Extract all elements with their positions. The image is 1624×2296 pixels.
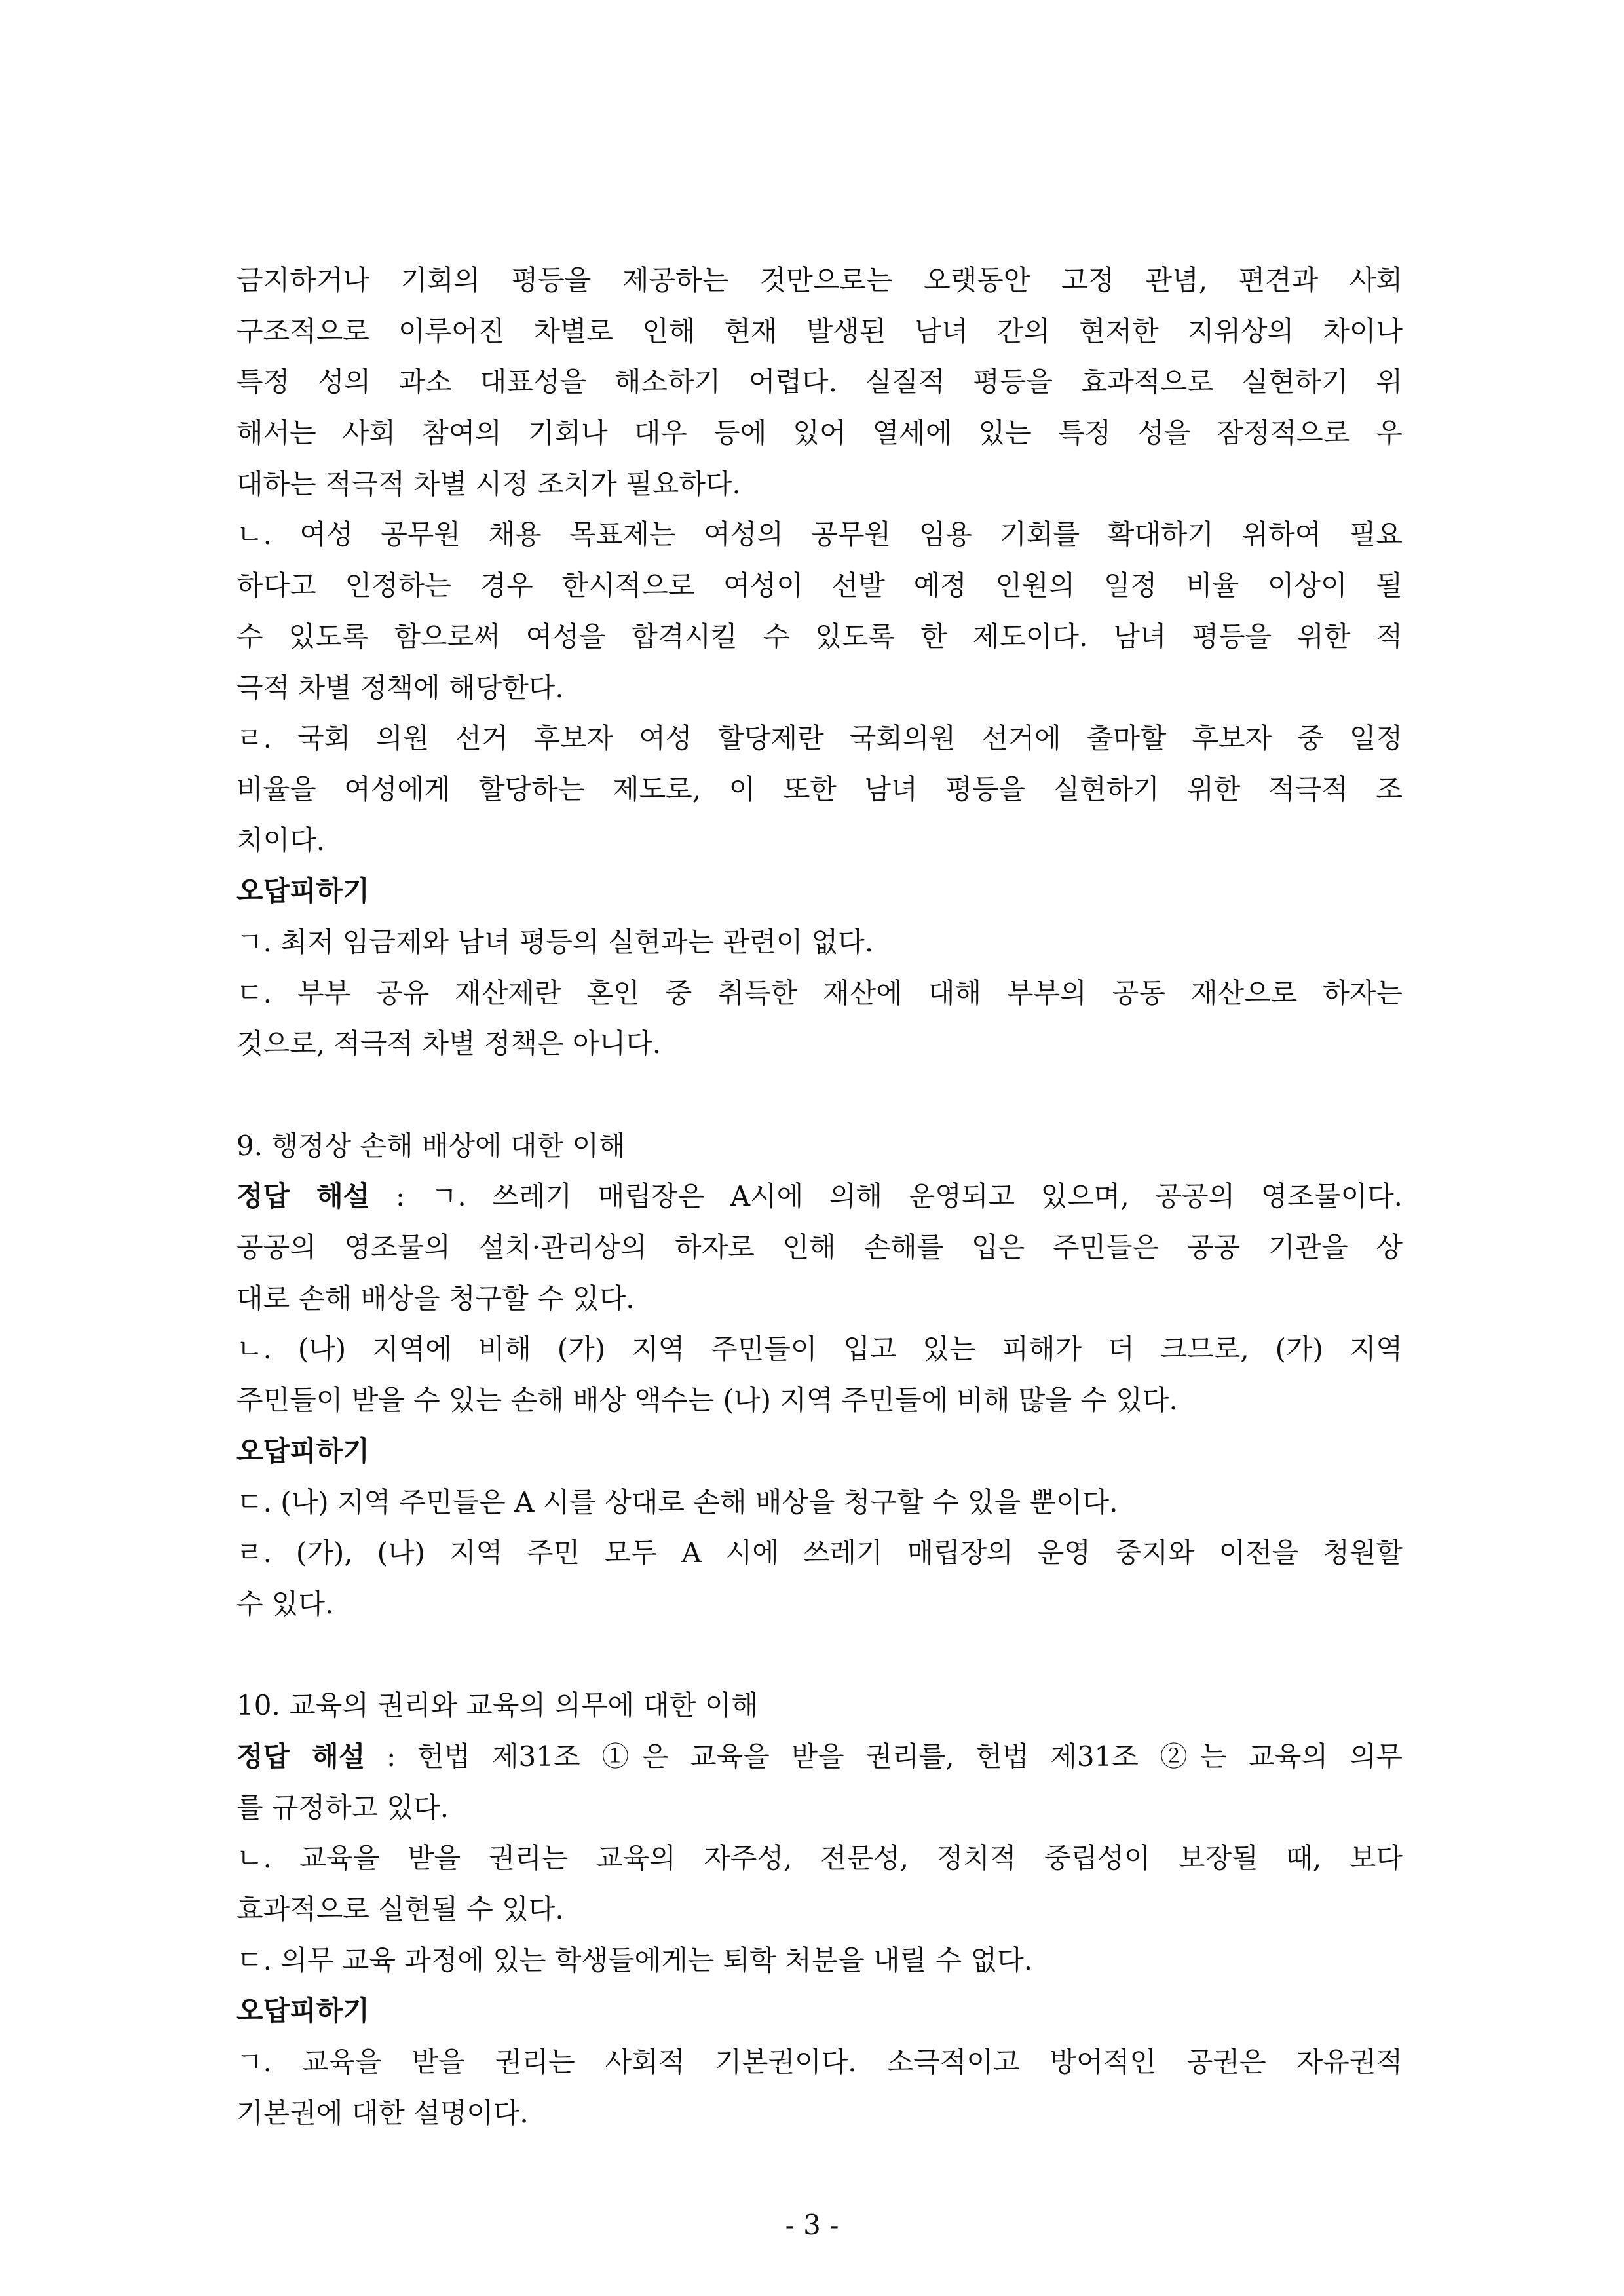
text-line: 비율을 여성에게 할당하는 제도로, 이 또한 남녀 평등을 실현하기 위한 적극적 조 xyxy=(236,773,1403,805)
text-line: ㄹ. (가), (나) 지역 주민 모두 A 시에 쓰레기 매립장의 운영 중지와 이전을 청원할 xyxy=(236,1537,1403,1569)
text-line: 대하는 적극적 차별 시정 조치가 필요하다. xyxy=(236,467,741,500)
section-title: 10. 교육의 권리와 교육의 의무에 대한 이해 xyxy=(236,1689,759,1722)
wrong-answer-heading: 오답피하기 xyxy=(236,1995,369,2027)
text-line: : 헌법 제31조 ①은 교육을 받을 권리를, 헌법 제31조 ②는 교육의 의무 xyxy=(387,1740,1403,1772)
text-line: 수 있도록 함으로써 여성을 합격시킬 수 있도록 한 제도이다. 남녀 평등을 위한 적 xyxy=(236,620,1403,653)
text-line: 효과적으로 실현될 수 있다. xyxy=(236,1893,564,1925)
text-line: 구조적으로 이루어진 차별로 인해 현재 발생된 남녀 간의 현저한 지위상의 차이나 xyxy=(236,315,1403,347)
section-title: 9. 행정상 손해 배상에 대한 이해 xyxy=(236,1129,626,1162)
text-line: 대로 손해 배상을 청구할 수 있다. xyxy=(236,1282,635,1314)
section-q10 xyxy=(236,1680,1403,2138)
text-line: 특정 성의 과소 대표성을 해소하기 어렵다. 실질적 평등을 효과적으로 실현하기 위 xyxy=(236,366,1403,398)
text-line: 것으로, 적극적 차별 정책은 아니다. xyxy=(236,1027,662,1060)
answer-first-line xyxy=(236,1731,1403,1782)
text-line: ㄴ. 여성 공무원 채용 목표제는 여성의 공무원 임용 기회를 확대하기 위하여 필요 xyxy=(236,518,1403,551)
text-line: 금지하거나 기회의 평등을 제공하는 것만으로는 오랫동안 고정 관념, 편견과 사회 xyxy=(236,264,1403,296)
text-line: 공공의 영조물의 설치·관리상의 하자로 인해 손해를 입은 주민들은 공공 기관을 상 xyxy=(236,1231,1403,1264)
page-content xyxy=(236,255,1403,2138)
text-line: 주민들이 받을 수 있는 손해 배상 액수는 (나) 지역 주민들에 비해 많을 수 있다. xyxy=(236,1384,1178,1417)
text-line: ㄱ. 최저 임금제와 남녀 평등의 실현과는 관련이 없다. xyxy=(236,925,874,958)
text-line: : ㄱ. 쓰레기 매립장은 A시에 의해 운영되고 있으며, 공공의 영조물이다. xyxy=(395,1180,1403,1213)
answer-first-line xyxy=(236,1171,1403,1222)
text-line: ㄴ. 교육을 받을 권리는 교육의 자주성, 전문성, 정치적 중립성이 보장될 때, 보다 xyxy=(236,1842,1403,1875)
section-q8-continued xyxy=(236,255,1403,1069)
text-line: 극적 차별 정책에 해당한다. xyxy=(236,671,564,704)
text-line: ㄷ. 부부 공유 재산제란 혼인 중 취득한 재산에 대해 부부의 공동 재산으로 하자는 xyxy=(236,976,1403,1009)
text-line: 를 규정하고 있다. xyxy=(236,1791,449,1824)
section-q9 xyxy=(236,1120,1403,1630)
text-line: ㄱ. 교육을 받을 권리는 사회적 기본권이다. 소극적이고 방어적인 공권은 자유권적 xyxy=(236,2046,1403,2078)
text-line: 수 있다. xyxy=(236,1587,334,1620)
text-line: ㄷ. 의무 교육 과정에 있는 학생들에게는 퇴학 처분을 내릴 수 없다. xyxy=(236,1943,1033,1976)
text-line: 기본권에 대한 설명이다. xyxy=(236,2096,529,2129)
wrong-answer-heading: 오답피하기 xyxy=(236,875,369,908)
wrong-answer-heading: 오답피하기 xyxy=(236,1434,369,1467)
text-line: ㄴ. (나) 지역에 비해 (가) 지역 주민들이 입고 있는 피해가 더 크므로, (가) 지역 xyxy=(236,1333,1403,1366)
text-line: 해서는 사회 참여의 기회나 대우 등에 있어 열세에 있는 특정 성을 잠정적으로 우 xyxy=(236,417,1403,450)
page-number: - 3 - xyxy=(785,2209,839,2241)
answer-label: 정답 해설 xyxy=(236,1180,370,1213)
text-line: 치이다. xyxy=(236,824,326,856)
text-line: ㄷ. (나) 지역 주민들은 A 시를 상대로 손해 배상을 청구할 수 있을 뿐이다. xyxy=(236,1485,1118,1518)
text-line: ㄹ. 국회 의원 선거 후보자 여성 할당제란 국회의원 선거에 출마할 후보자 중 일정 xyxy=(236,722,1403,755)
text-line: 하다고 인정하는 경우 한시적으로 여성이 선발 예정 인원의 일정 비율 이상이 될 xyxy=(236,569,1403,602)
answer-label: 정답 해설 xyxy=(236,1740,366,1772)
